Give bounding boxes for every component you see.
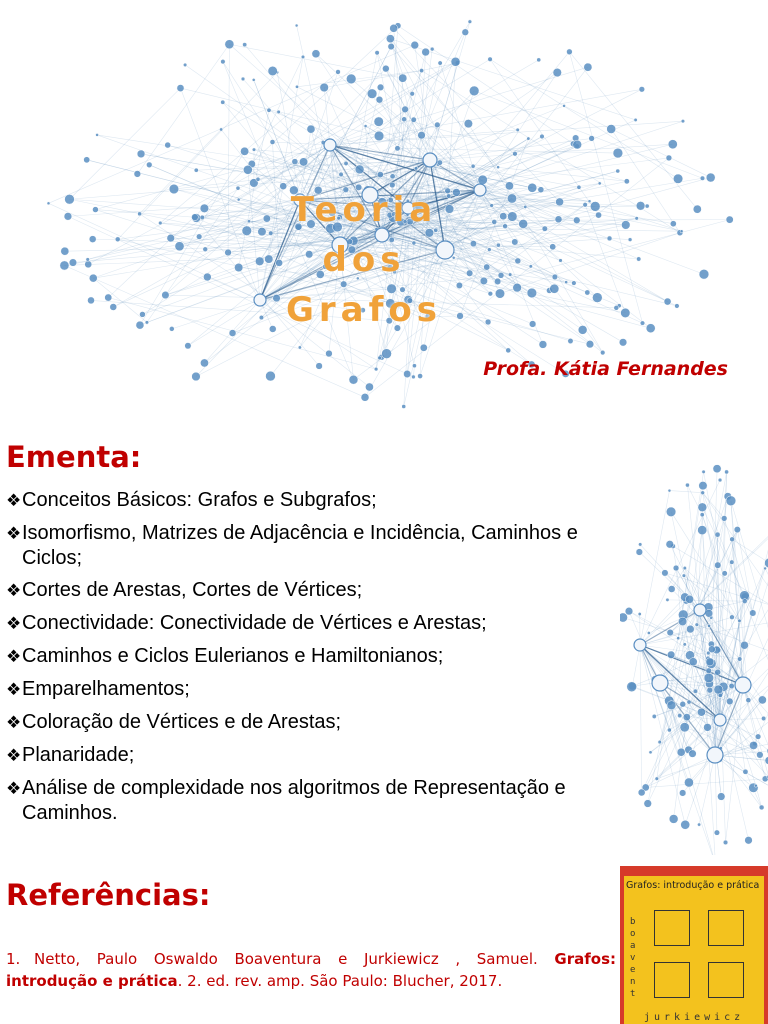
graph-node	[295, 24, 298, 27]
title-line-2: dos	[322, 240, 406, 280]
graph-node	[382, 65, 389, 72]
graph-node	[607, 124, 616, 133]
graph-node	[395, 146, 400, 151]
graph-node	[243, 43, 247, 47]
graph-node	[478, 175, 488, 185]
graph-node	[553, 68, 562, 77]
graph-node	[667, 701, 676, 710]
graph-node	[326, 350, 333, 357]
graph-node	[723, 840, 728, 845]
graph-node	[298, 346, 301, 349]
graph-node	[221, 100, 225, 104]
graph-node	[573, 140, 582, 149]
graph-node	[636, 549, 643, 556]
graph-node	[137, 150, 145, 158]
graph-node	[566, 49, 572, 55]
graph-node	[745, 836, 753, 844]
graph-node	[339, 172, 344, 177]
graph-node	[685, 483, 689, 487]
graph-node	[438, 61, 442, 65]
bullet-icon: ❖	[6, 524, 22, 543]
graph-node	[488, 57, 493, 62]
graph-node	[681, 820, 690, 829]
graph-node	[680, 230, 683, 233]
graph-node	[388, 43, 395, 50]
graph-node	[742, 599, 747, 604]
graph-node	[697, 823, 700, 826]
graph-node	[667, 629, 674, 636]
graph-node	[252, 78, 255, 81]
bullet-icon: ❖	[6, 491, 22, 510]
graph-node	[589, 136, 595, 142]
syllabus-item	[6, 644, 606, 669]
graph-node	[755, 734, 761, 740]
graph-node	[713, 465, 721, 473]
graph-node	[378, 356, 382, 360]
bullet-icon: ❖	[6, 581, 22, 600]
graph-node	[165, 142, 171, 148]
syllabus-item-text: Caminhos e Ciclos Eulerianos e Hamiltonianos;	[22, 645, 444, 667]
graph-node	[738, 619, 742, 623]
graph-node	[634, 118, 637, 121]
bullet-icon: ❖	[6, 680, 22, 699]
graph-node	[390, 174, 395, 179]
graph-node	[678, 617, 687, 626]
graph-node	[307, 125, 315, 133]
graph-node	[684, 778, 693, 787]
book-cover-title: Grafos: introdução e prática	[626, 880, 760, 891]
graph-node	[666, 598, 669, 601]
book-cover-panel	[624, 876, 764, 1024]
graph-node	[229, 330, 236, 337]
graph-node	[412, 364, 416, 368]
graph-node	[376, 96, 383, 103]
graph-node	[194, 168, 198, 172]
graph-node	[759, 805, 764, 810]
syllabus-item	[6, 488, 606, 513]
graph-node	[735, 677, 751, 693]
graph-node	[468, 20, 472, 24]
graph-node	[219, 128, 222, 131]
graph-node	[613, 148, 623, 158]
graph-node	[146, 162, 152, 168]
graph-node	[462, 29, 469, 36]
graph-node	[704, 673, 714, 683]
graph-node	[689, 658, 697, 666]
graph-node	[364, 124, 367, 127]
graph-node	[750, 610, 757, 617]
graph-node	[740, 641, 748, 649]
graph-node	[683, 714, 690, 721]
reference-details: . 2. ed. rev. amp. São Paulo: Blucher, 2017.	[177, 972, 503, 990]
graph-node	[761, 716, 766, 721]
graph-node	[669, 814, 678, 823]
graph-node	[497, 166, 500, 169]
book-graph-cell	[708, 910, 744, 946]
graph-node	[537, 58, 541, 62]
syllabus-item	[6, 776, 606, 825]
graph-node	[638, 543, 642, 547]
graph-node	[324, 139, 336, 151]
graph-node	[200, 359, 208, 367]
graph-node	[652, 714, 656, 718]
syllabus-item-text: Conectividade: Conectividade de Vértices e Arestas;	[22, 612, 487, 634]
graph-node	[266, 371, 276, 381]
graph-node	[402, 117, 407, 122]
graph-node	[722, 571, 727, 576]
hero-banner	[0, 0, 768, 430]
graph-node	[240, 147, 248, 155]
graph-node	[677, 748, 685, 756]
graph-node	[749, 741, 757, 749]
graph-node	[600, 350, 605, 355]
graph-node	[367, 89, 377, 99]
graph-node	[717, 793, 725, 801]
graph-node	[673, 174, 683, 184]
graph-node	[655, 777, 659, 781]
book-graph-cell	[654, 962, 690, 998]
graph-node	[726, 496, 736, 506]
graph-node	[730, 537, 735, 542]
graph-node	[402, 404, 406, 408]
graph-node	[701, 491, 705, 495]
graph-node	[764, 567, 767, 570]
side-graph-image	[620, 455, 768, 855]
graph-node	[361, 393, 369, 401]
graph-node	[377, 171, 383, 177]
graph-node	[134, 170, 141, 177]
graph-node	[678, 713, 682, 717]
graph-node	[598, 182, 601, 185]
graph-node	[682, 574, 686, 578]
graph-node	[340, 281, 347, 288]
graph-node	[707, 747, 723, 763]
title-line-3: Grafos	[285, 290, 442, 330]
graph-node	[639, 86, 645, 92]
graph-node	[451, 57, 460, 66]
graph-node	[349, 375, 358, 384]
book-cover-author-vertical: boavent	[630, 917, 636, 999]
graph-node	[668, 585, 675, 592]
graph-node	[84, 157, 90, 163]
graph-node	[693, 689, 697, 693]
graph-node	[706, 658, 714, 666]
graph-node	[715, 562, 722, 569]
reference-number: 1.	[6, 950, 21, 968]
graph-node	[192, 372, 201, 381]
graph-node	[422, 48, 430, 56]
graph-node	[687, 700, 691, 704]
graph-node	[634, 639, 646, 651]
ementa-heading: Ementa:	[6, 440, 142, 474]
title-line-1: Teoria	[290, 190, 438, 230]
graph-node	[539, 341, 547, 349]
graph-node	[666, 155, 672, 161]
graph-node	[698, 526, 707, 535]
graph-node	[277, 110, 281, 114]
graph-node	[505, 182, 513, 190]
graph-node	[673, 565, 679, 571]
graph-node	[700, 176, 705, 181]
graph-node	[225, 40, 234, 49]
graph-node	[402, 106, 409, 113]
graph-node	[756, 751, 763, 758]
graph-node	[268, 231, 273, 236]
graph-node	[680, 701, 686, 707]
graph-node	[668, 140, 677, 149]
syllabus-item	[6, 677, 606, 702]
graph-node	[658, 740, 662, 744]
graph-node	[267, 108, 271, 112]
graph-node	[726, 698, 733, 705]
graph-node	[386, 35, 394, 43]
graph-node	[513, 151, 518, 156]
graph-node	[221, 59, 226, 64]
graph-node	[627, 682, 637, 692]
graph-node	[382, 349, 392, 359]
graph-node	[702, 470, 706, 474]
graph-node	[677, 637, 680, 640]
graph-node	[620, 613, 628, 622]
graph-node	[389, 182, 395, 188]
graph-node	[638, 789, 645, 796]
syllabus-item	[6, 521, 606, 570]
graph-node	[649, 751, 652, 754]
network-graph-icon	[620, 455, 768, 855]
graph-node	[390, 24, 398, 32]
graph-node	[434, 122, 440, 128]
graph-node	[565, 281, 568, 284]
graph-node	[680, 723, 689, 732]
syllabus-item-text: Isomorfismo, Matrizes de Adjacência e Incidência, Caminhos e Ciclos;	[22, 522, 578, 569]
graph-node	[638, 612, 641, 615]
graph-node	[730, 560, 735, 565]
graph-node	[312, 50, 320, 58]
syllabus-item-text: Planaridade;	[22, 744, 135, 766]
graph-node	[456, 282, 462, 288]
graph-node	[256, 177, 260, 181]
syllabus-item	[6, 743, 606, 768]
graph-node	[344, 161, 348, 165]
bullet-icon: ❖	[6, 779, 22, 798]
reference-item	[6, 948, 616, 992]
bullet-icon: ❖	[6, 614, 22, 633]
graph-node	[423, 153, 437, 167]
graph-nodes	[620, 465, 768, 855]
graph-node	[411, 41, 419, 49]
graph-node	[718, 478, 722, 482]
bullet-icon: ❖	[6, 713, 22, 732]
references-list	[6, 948, 616, 992]
graph-node	[647, 631, 650, 634]
graph-node	[418, 373, 423, 378]
graph-node	[666, 507, 676, 517]
graph-node	[320, 83, 329, 92]
graph-node	[706, 173, 715, 182]
graph-node	[718, 693, 722, 697]
graph-node	[295, 85, 298, 88]
graph-node	[715, 669, 721, 675]
graph-node	[694, 604, 706, 616]
graph-node	[430, 47, 434, 51]
graph-node	[399, 74, 407, 82]
graph-node	[662, 570, 669, 577]
graph-node	[730, 615, 735, 620]
graph-node	[699, 481, 707, 489]
syllabus-item-text: Coloração de Vértices e de Arestas;	[22, 711, 342, 733]
graph-node	[243, 165, 252, 174]
graph-node	[437, 160, 442, 165]
syllabus-item	[6, 710, 606, 735]
graph-node	[700, 513, 704, 517]
graph-node	[299, 158, 307, 166]
graph-node	[586, 340, 594, 348]
bullet-icon: ❖	[6, 746, 22, 765]
graph-node	[410, 91, 415, 96]
graph-node	[563, 104, 566, 107]
graph-node	[715, 532, 720, 537]
graph-node	[666, 540, 674, 548]
graph-node	[708, 646, 715, 653]
graph-node	[464, 119, 473, 128]
graph-node	[737, 657, 742, 662]
graph-node	[568, 338, 573, 343]
graph-node	[721, 516, 727, 522]
syllabus-item-text: Análise de complexidade nos algoritmos de Representação e Caminhos.	[22, 777, 566, 824]
reference-authors: Netto, Paulo Oswaldo Boaventura e Jurkiewicz , Samuel.	[34, 950, 555, 968]
graph-node	[714, 714, 726, 726]
graph-node	[374, 131, 384, 141]
graph-node	[471, 164, 475, 168]
syllabus-item	[6, 578, 606, 603]
graph-node	[177, 84, 184, 91]
graph-node	[268, 66, 277, 75]
graph-node	[420, 344, 427, 351]
book-grid-cell	[654, 910, 690, 946]
graph-node	[619, 338, 627, 346]
graph-node	[355, 165, 364, 174]
graph-node	[714, 830, 720, 836]
graph-node	[374, 367, 378, 371]
graph-node	[707, 624, 710, 627]
graph-node	[625, 607, 633, 615]
syllabus-item-text: Emparelhamentos;	[22, 678, 190, 700]
graph-node	[679, 790, 686, 797]
graph-node	[644, 800, 652, 808]
graph-node	[540, 134, 545, 139]
graph-node	[506, 348, 511, 353]
graph-node	[336, 69, 341, 74]
graph-node	[689, 750, 697, 758]
graph-node	[316, 363, 323, 370]
graph-node	[411, 117, 416, 122]
graph-node	[419, 68, 423, 72]
book-cover-image	[620, 866, 768, 1024]
graph-node	[667, 728, 671, 732]
graph-node	[411, 375, 415, 379]
author-name: Profa. Kátia Fernandes	[483, 358, 728, 380]
graph-node	[683, 566, 687, 570]
graph-node	[695, 623, 699, 627]
book-cover-author: jurkiewicz	[644, 1012, 745, 1023]
graph-node	[185, 343, 192, 350]
graph-node	[734, 526, 740, 532]
syllabus-item-text: Cortes de Arestas, Cortes de Vértices;	[22, 579, 363, 601]
graph-node	[365, 383, 373, 391]
graph-node	[374, 117, 384, 127]
graph-node	[196, 234, 202, 240]
graph-node	[668, 489, 671, 492]
graph-node	[403, 370, 410, 377]
graph-node	[624, 179, 629, 184]
graph-node	[252, 148, 256, 152]
graph-node	[746, 698, 751, 703]
graph-node	[346, 74, 356, 84]
graph-node	[469, 86, 479, 96]
graph-node	[572, 281, 577, 286]
graph-node	[516, 128, 520, 132]
graph-node	[681, 119, 685, 123]
graph-node	[765, 558, 768, 568]
graph-node	[292, 159, 298, 165]
graph-node	[714, 685, 723, 694]
graph-node	[758, 696, 766, 704]
bullet-icon: ❖	[6, 647, 22, 666]
graph-node	[686, 625, 694, 633]
graph-node	[616, 169, 620, 173]
graph-node	[698, 503, 707, 512]
graph-node	[270, 139, 275, 144]
referencias-heading: Referências:	[6, 878, 211, 912]
graph-node	[697, 708, 705, 716]
graph-node	[743, 769, 748, 774]
graph-node	[652, 675, 668, 691]
graph-node	[667, 651, 675, 659]
graph-node	[414, 166, 418, 170]
graph-node	[183, 63, 187, 67]
graph-node	[754, 784, 757, 787]
graph-node	[577, 185, 581, 189]
graph-node	[241, 77, 245, 81]
graph-node	[729, 683, 734, 688]
graph-node	[95, 133, 98, 136]
syllabus-item-text: Conceitos Básicos: Grafos e Subgrafos;	[22, 489, 377, 511]
graph-node	[377, 84, 384, 91]
graph-node	[683, 643, 687, 647]
syllabus-item	[6, 611, 606, 636]
graph-node	[527, 137, 530, 140]
book-graph-cell	[708, 962, 744, 998]
graph-node	[584, 63, 592, 71]
graph-node	[685, 595, 693, 603]
graph-node	[375, 50, 380, 55]
graph-node	[301, 55, 305, 59]
reference-title: Grafos: introdução e prática	[6, 950, 616, 990]
graph-node	[725, 470, 729, 474]
graph-node	[704, 723, 712, 731]
graph-node	[418, 131, 426, 139]
graph-node	[706, 668, 712, 674]
graph-node	[280, 183, 287, 190]
syllabus-list	[6, 488, 606, 833]
